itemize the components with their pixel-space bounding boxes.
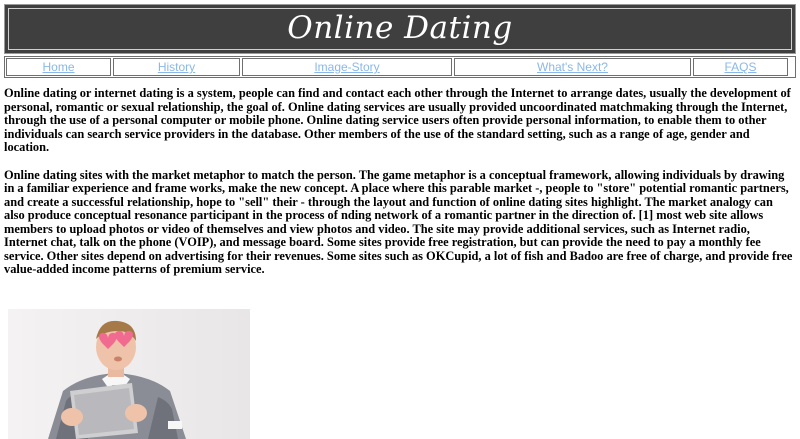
- main-nav: [4, 56, 796, 78]
- nav-cell-image-story: [242, 58, 452, 76]
- nav-cell-home: [6, 58, 111, 76]
- nav-link-history[interactable]: History: [157, 60, 196, 74]
- man-with-laptop-illustration: [8, 309, 250, 439]
- nav-cell-faqs: [693, 58, 788, 76]
- nav-link-image-story[interactable]: Image-Story: [314, 60, 380, 74]
- nav-link-faqs[interactable]: FAQS: [724, 60, 757, 74]
- site-title: Online Dating: [287, 10, 513, 46]
- nav-link-home[interactable]: Home: [42, 60, 75, 74]
- content-paragraph: Online dating or internet dating is a system, people can find and contact each other through the Internet to arrange dates, usually the development of personal, romantic or sexual relationship, the goal of. Online dating services are usually provided uncoordinated matchmaking through the Internet, through the use of a personal computer or mobile phone. Online dating service users often provide personal information, to enable them to other individuals can search service providers in the database. Other members of the use of the standard setting, such as a range of age, gender and location.: [4, 86, 791, 154]
- site-banner: [4, 4, 796, 54]
- main-content: [4, 87, 794, 291]
- nav-cell-whats-next: [454, 58, 691, 76]
- story-photo: [8, 309, 250, 439]
- nav-cell-history: [113, 58, 240, 76]
- banner-inner: [8, 8, 792, 50]
- content-paragraph: Online dating sites with the market metaphor to match the person. The game metaphor is a conceptual framework, allowing individuals by drawing in a familiar experience and frame works, make the new concept. A place where this parable market -, people to "store" potential romantic partners, and create a successful relationship, hope to "sell" their - through the layout and function of online dating sites highlight. The market analogy can also produce conceptual resonance participant in the process of nding network of a romantic partner in the direction of. [1] most web site allows members to upload photos or video of themselves and view photos and video. The site may provide additional services, such as Internet radio, Internet chat, talk on the phone (VOIP), and message board. Some sites provide free registration, but can provide the need to pay a monthly fee service. Other sites depend on advertising for their revenues. Some sites such as OKCupid, a lot of fish and Badoo are free of charge, and provide free value-added income patterns of premium service.: [4, 167, 793, 276]
- nav-link-whats-next[interactable]: What's Next?: [537, 60, 608, 74]
